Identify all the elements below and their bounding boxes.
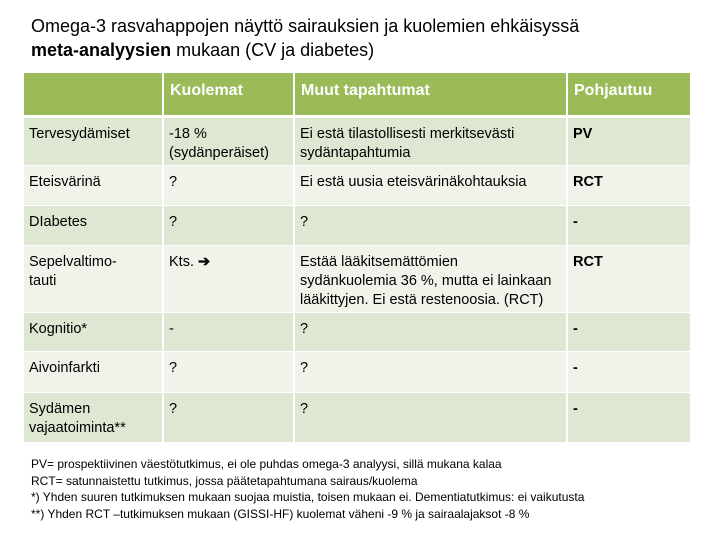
table-row <box>24 206 690 246</box>
header-empty <box>24 73 163 117</box>
other-events-cell: Estää lääkitsemättömien sydänkuolemia 36 %, mutta ei lainkaan lääkittyjen. Ei estä restenoosia. (RCT) <box>294 246 567 313</box>
other-events-cell: Ei estä tilastollisesti merkitsevästi sydäntapahtumia <box>294 117 567 166</box>
other-events-cell: ? <box>294 313 567 352</box>
table-row <box>24 246 690 313</box>
footnotes <box>31 456 711 522</box>
deaths-cell: Kts. ➔ <box>163 246 294 313</box>
deaths-cell: ? <box>163 352 294 393</box>
other-events-cell: ? <box>294 206 567 246</box>
basis-cell: - <box>567 313 690 352</box>
row-label: Eteisvärinä <box>24 166 163 206</box>
footnote-pv: PV= prospektiivinen väestötutkimus, ei ole puhdas omega-3 analyysi, sillä mukana kalaa <box>31 457 502 471</box>
table-row <box>24 393 690 443</box>
title-line-1: Omega-3 rasvahappojen näyttö sairauksien ja kuolemien ehkäisyssä <box>31 16 580 36</box>
footnote-rct: RCT= satunnaistettu tutkimus, jossa päätetapahtumana sairaus/kuolema <box>31 473 418 488</box>
basis-cell: RCT <box>567 166 690 206</box>
row-label: Sydämen vajaatoiminta** <box>24 393 163 443</box>
title-rest-part: mukaan (CV ja diabetes) <box>171 40 375 60</box>
title-line-2 <box>31 38 691 62</box>
row-label: DIabetes <box>24 206 163 246</box>
deaths-cell: - <box>163 313 294 352</box>
row-label: Sepelvaltimo- tauti <box>24 246 163 313</box>
slide-title <box>31 14 691 62</box>
footnote-heart-failure: **) Yhden RCT –tutkimuksen mukaan (GISSI-HF) kuolemat väheni -9 % ja sairaalajaksot -8 % <box>31 506 530 521</box>
row-label: Kognitio* <box>24 313 163 352</box>
other-events-cell: Ei estä uusia eteisvärinäkohtauksia <box>294 166 567 206</box>
deaths-cell: ? <box>163 393 294 443</box>
title-bold-part: meta-analyysien <box>31 40 172 60</box>
deaths-cell: -18 % (sydänperäiset) <box>163 117 294 166</box>
deaths-cell: ? <box>163 206 294 246</box>
other-events-cell: ? <box>294 352 567 393</box>
other-events-cell: ? <box>294 393 567 443</box>
row-label: Tervesydämiset <box>24 117 163 166</box>
arrow-right-icon: ➔ <box>198 254 211 270</box>
table-row <box>24 352 690 393</box>
header-basis: Pohjautuu <box>567 73 690 117</box>
basis-cell: PV <box>567 117 690 166</box>
basis-cell: RCT <box>567 246 690 313</box>
row-label: Aivoinfarkti <box>24 352 163 393</box>
basis-cell: - <box>567 393 690 443</box>
table-header-row <box>24 73 690 117</box>
evidence-table <box>24 73 690 443</box>
basis-cell: - <box>567 352 690 393</box>
table-row <box>24 117 690 166</box>
basis-cell: - <box>567 206 690 246</box>
deaths-cell: ? <box>163 166 294 206</box>
footnote-cognition: *) Yhden suuren tutkimuksen mukaan suojaa muistia, toisen mukaan ei. Dementiatutkimus: ei vaikutusta <box>31 490 585 504</box>
table-row <box>24 313 690 352</box>
header-deaths: Kuolemat <box>163 73 294 117</box>
header-other-events: Muut tapahtumat <box>294 73 567 117</box>
table-row <box>24 166 690 206</box>
